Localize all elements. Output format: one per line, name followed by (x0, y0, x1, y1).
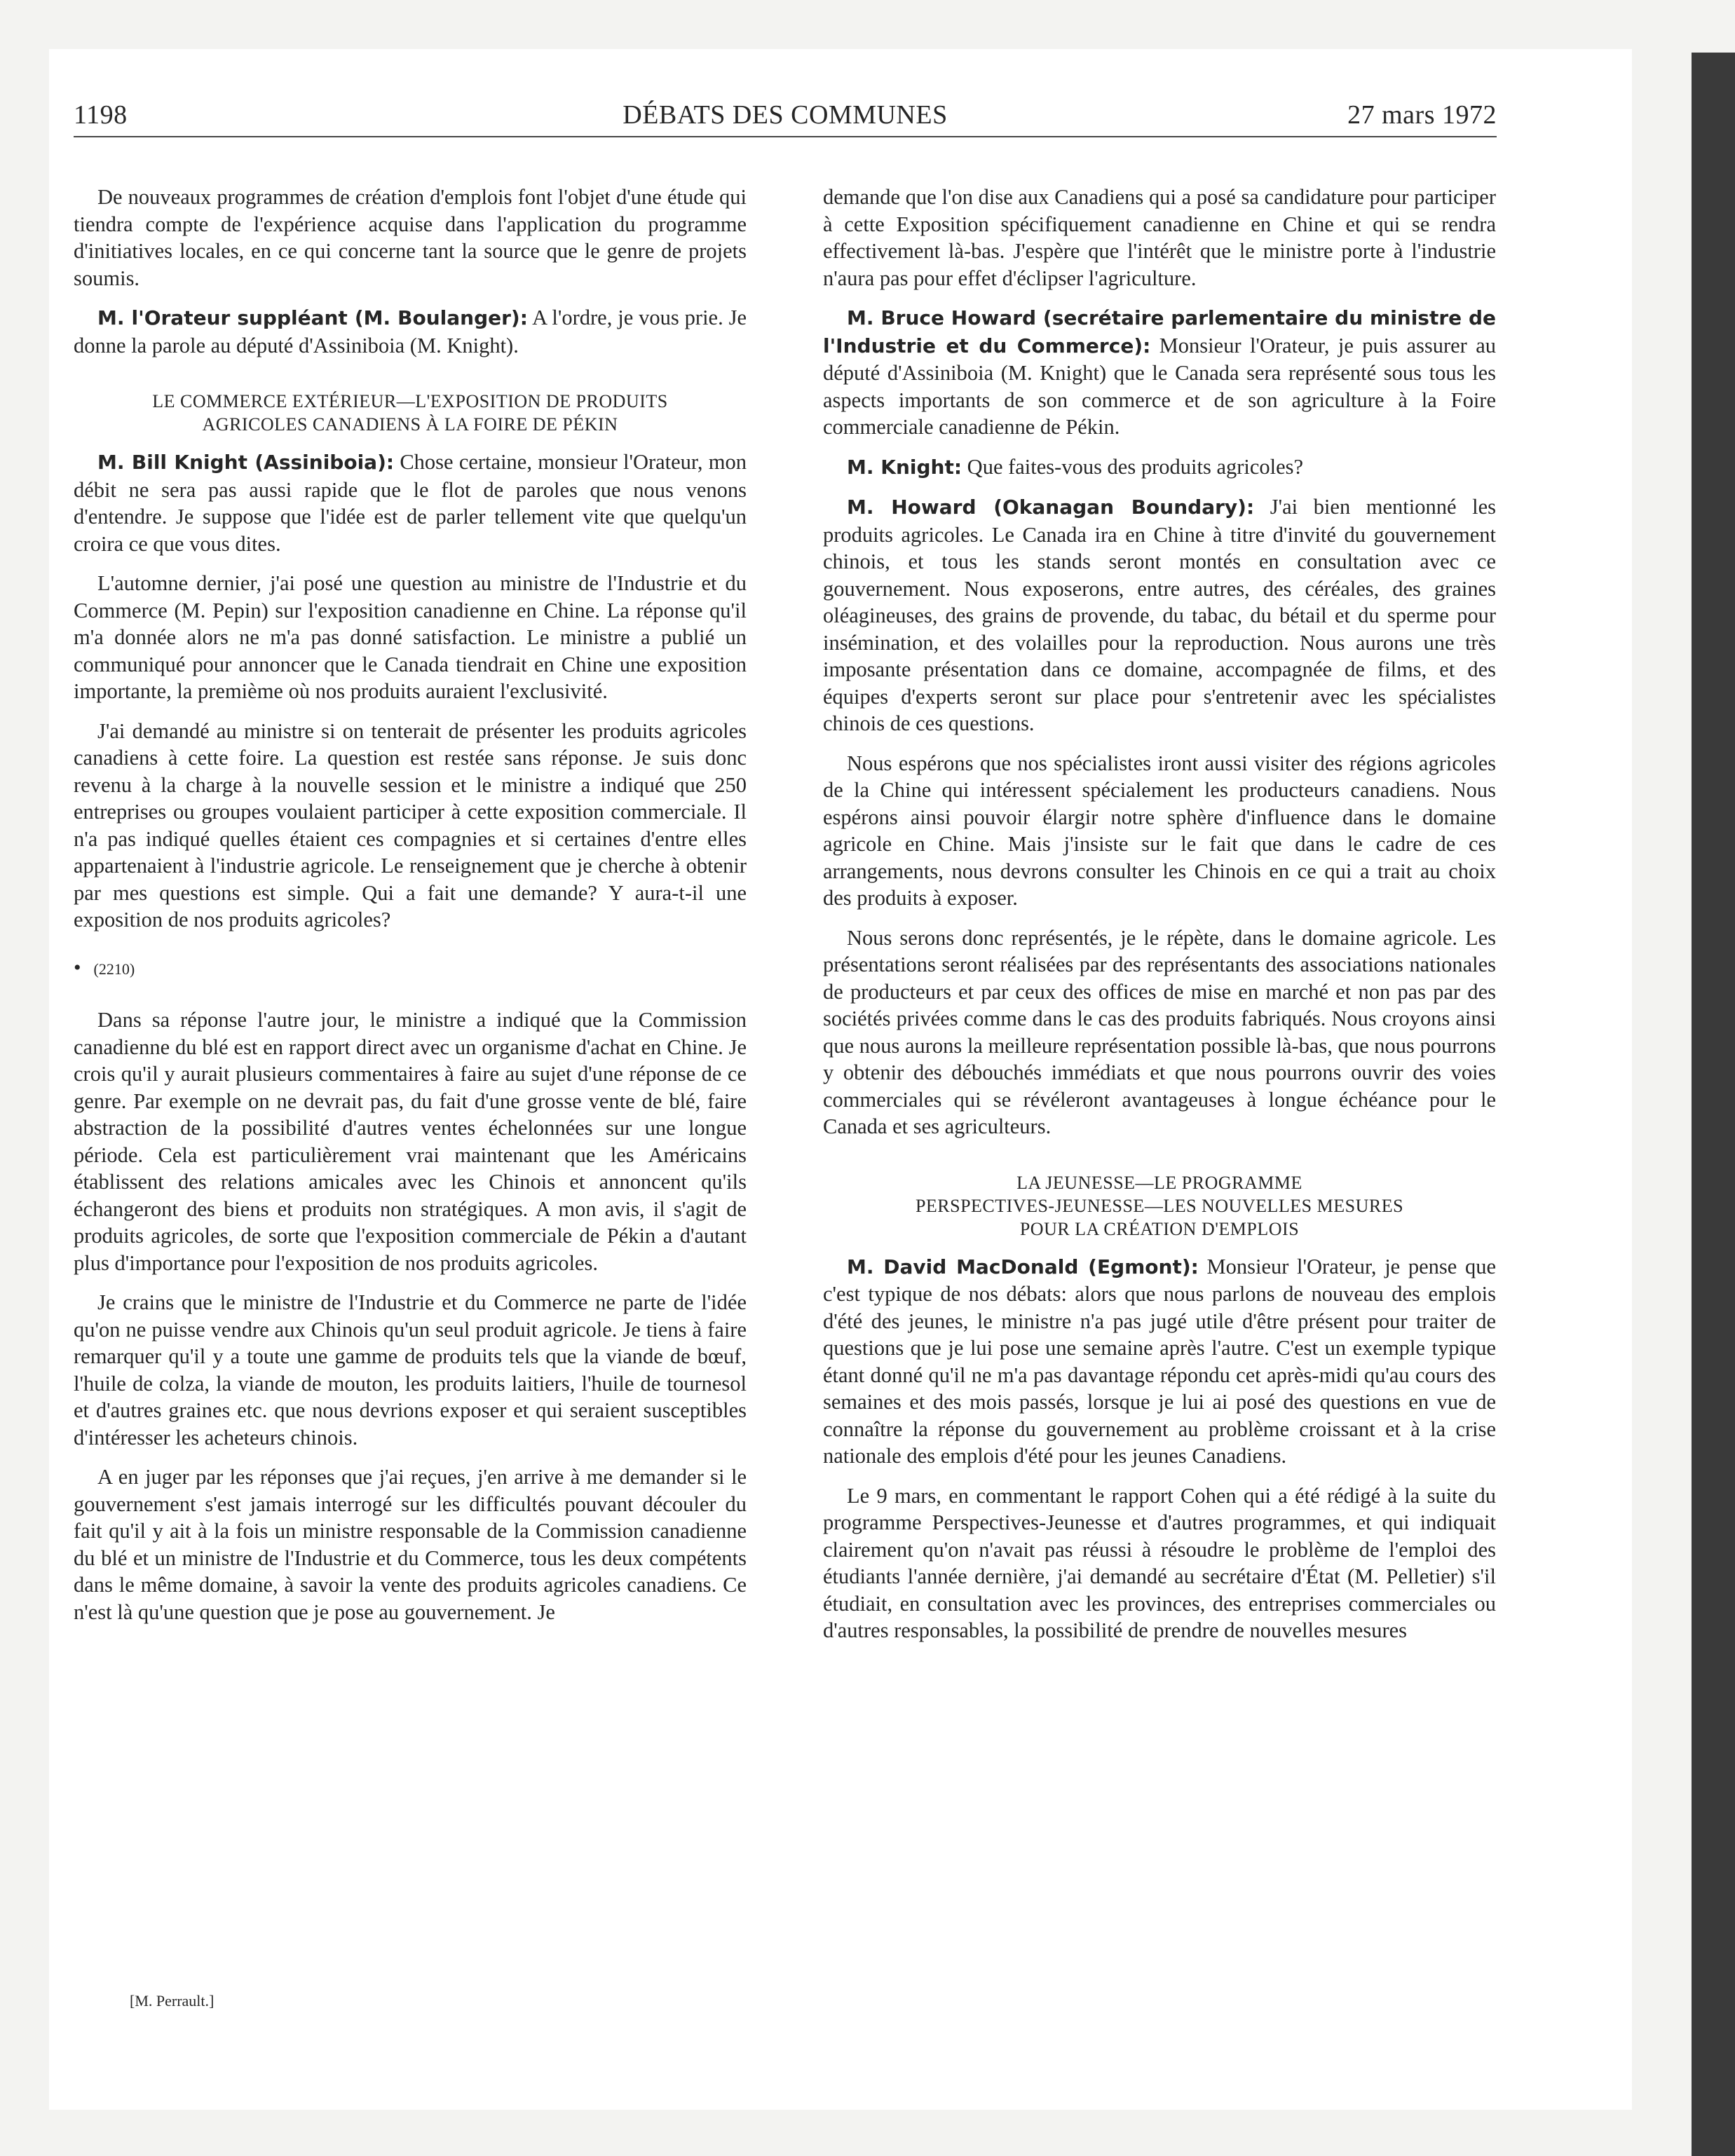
paragraph: De nouveaux programmes de création d'emplois font l'objet d'une étude qui tiendra compte de l'expérience acquise dans l'application du programme d'initiatives locales, en ce qui concerne tant la source que le genre de projets soumis. (74, 185, 747, 290)
paragraph: J'ai demandé au ministre si on tenterait de présenter les produits agricoles canadiens à cette foire. La question est restée sans réponse. Je suis donc revenu à la charge à la nouvelle session et le ministre a indiqué que 250 entreprises ou groupes voulaient participer à cette exposition commerciale. Il n'a pas indiqué quelles étaient ces compagnies et si certaines d'entre elles appartenaient à l'industrie agricole. Le renseignement que je cherche à obtenir par mes questions est simple. Qui a fait une demande? Y aura-t-il une exposition de nos produits agricoles? (74, 718, 747, 932)
footer-note: [M. Perrault.] (130, 1992, 215, 2010)
paragraph: Je crains que le ministre de l'Industrie et du Commerce ne parte de l'idée qu'on ne puisse vendre aux Chinois qu'un seul produit agricole. Je tiens à faire remarquer qu'il y a toute une gamme de produits tels que la viande de bœuf, l'huile de colza, la viande de mouton, les produits laitiers, l'huile de tournesol et d'autres graines etc. que nous devrions exposer et qui seraient susceptibles d'intéresser les acheteurs chinois. (74, 1290, 747, 1449)
paragraph: Nous serons donc représentés, je le répète, dans le domaine agricole. Les présentations seront réalisées par des représentants des associations nationales de producteurs et par ceux des offices de mise en marché et non pas par des sociétés privées comme dans le cas des produits fabriqués. Nous croyons ainsi que nous aurons la meilleure représentation possible là-bas, que nous pourrons y obtenir des débouchés immédiats et que nous pourrons ouvrir des voies commerciales qui se révéleront avantageuses à longue échéance pour le Canada et ses agriculteurs. (823, 925, 1496, 1138)
right-column (823, 184, 1496, 1657)
paragraph (74, 449, 747, 557)
page-header (74, 100, 1497, 137)
scan-border (1692, 53, 1735, 2156)
speaker-name: M. Knight: (847, 455, 962, 479)
paragraph (823, 493, 1496, 737)
paragraph: demande que l'on dise aux Canadiens qui a posé sa candidature pour participer à cette Exposition spécifiquement canadienne en Chine et qui se rendra effectivement là-bas. J'espère que l'intérêt que le ministre porte à l'industrie n'aura pas pour effet d'éclipser l'agriculture. (823, 185, 1496, 290)
heading-line: POUR LA CRÉATION D'EMPLOIS (1019, 1218, 1300, 1239)
paragraph (823, 304, 1496, 441)
paragraph: A en juger par les réponses que j'ai reçues, j'en arrive à me demander si le gouvernement s'est jamais interrogé sur les difficultés pouvant découler du fait qu'il y ait à la fois un ministre responsable de la Commission canadienne du blé et un ministre de l'Industrie et du Commerce, tous les deux compétents dans le même domaine, à savoir la vente des produits agricoles canadiens. Ce n'est là qu'une question que je pose au gouvernement. Je (74, 1465, 747, 1624)
page-date: 27 mars 1972 (1347, 100, 1497, 130)
paragraph: Le 9 mars, en commentant le rapport Cohen qui a été rédigé à la suite du programme Perspectives-Jeunesse et d'autres programmes, et qui indiquait clairement qu'on n'avait pas réussi à résoudre le problème de l'emploi des étudiants l'année dernière, j'ai demandé au secrétaire d'État (M. Pelletier) s'il étudiait, en consultation avec les provinces, des entreprises commerciales ou d'autres responsables, la possibilité de prendre de nouvelles mesures (823, 1483, 1496, 1642)
paragraph: Dans sa réponse l'autre jour, le ministre a indiqué que la Commission canadienne du blé est en rapport direct avec un organisme d'achat en Chine. Je crois qu'il y aurait plusieurs commentaires à faire au sujet d'une réponse de ce genre. Par exemple on ne devrait pas, du fait d'une grosse vente de blé, faire abstraction de la possibilité d'autres ventes échelonnées sur une longue période. Cela est particulièrement vrai maintenant que les Américains établissent des relations amicales avec les Chinois et annoncent qu'ils échangeront des biens et produits non stratégiques. A mon avis, il s'agit de produits agricoles, de sorte que l'exposition commerciale de Pékin a d'autant plus d'importance pour l'exposition de nos produits agricoles. (74, 1008, 747, 1275)
speech-text: Monsieur l'Orateur, je puis assurer au député d'Assiniboia (M. Knight) que le Canada sera représenté sous tous les aspects importants de son commerce et de son agriculture à la Foire commerciale canadienne de Pékin. (823, 333, 1496, 439)
speaker-name: M. l'Orateur suppléant (M. Boulanger): (97, 306, 528, 329)
speech-text: J'ai bien mentionné les produits agricoles. Le Canada ira en Chine à titre d'invité du gouvernement chinois, et tous les stands seront montés en consultation avec ce gouvernement. Nous exposerons, entre autres, des céréales, des graines oléagineuses, des grains de provende, du tabac, du bétail et du sperme pour insémination, et des volailles pour la reproduction. Nous aurons une très imposante présentation dans ce domaine, accompagnée de films, et des équipes d'experts seront sur place pour s'entretenir avec les spécialistes chinois de ces questions. (823, 495, 1497, 735)
speech-text: Chose certaine, monsieur l'Orateur, mon débit ne sera pas aussi rapide que le flot de paroles que nous venons d'entendre. Je suppose que l'idée est de parler tellement vite que quelqu'un croira ce que vous dites. (74, 450, 747, 556)
section-heading (74, 390, 747, 436)
paragraph (823, 453, 1496, 482)
paragraph: Nous espérons que nos spécialistes iront aussi visiter des régions agricoles de la Chine qui intéressent spécialement les producteurs canadiens. Nous espérons ainsi pouvoir élargir notre sphère d'influence dans le domaine agricole en Chine. Mais j'insiste sur le fait que dans le cadre de ces arrangements, nous devrons consulter les Chinois en ce qui a trait au choix des produits à exposer. (823, 751, 1496, 910)
speaker-name: M. Bruce Howard (secrétaire parlementaire du ministre de l'Industrie et du Commerce): (823, 306, 1496, 357)
speech-text: Que faites-vous des produits agricoles? (962, 454, 1304, 479)
heading-line: LE COMMERCE EXTÉRIEUR—L'EXPOSITION DE PRODUITS (152, 391, 668, 411)
heading-line: PERSPECTIVES-JEUNESSE—LES NOUVELLES MESURES (915, 1195, 1404, 1216)
heading-line: AGRICOLES CANADIENS À LA FOIRE DE PÉKIN (202, 414, 618, 435)
bullet-icon: • (74, 955, 81, 979)
speech-text: Monsieur l'Orateur, je pense que c'est typique de nos débats: alors que nous parlons de nouveau des emplois d'été des jeunes, le ministre n'a pas jugé utile d'être présent pour traiter de questions que je lui pose une semaine après l'autre. C'est un exemple typique étant donné qu'il ne m'a pas davantage répondu cet après-midi qu'au cours des semaines et des mois passés, lorsque je lui ai posé des questions en vue de connaître la réponse du gouvernement au problème croissant et à la crise nationale des emplois d'été pour les jeunes Canadiens. (823, 1254, 1496, 1468)
publication-title: DÉBATS DES COMMUNES (622, 100, 948, 130)
time-marker (74, 955, 747, 983)
left-column (74, 184, 747, 1638)
paragraph (823, 1253, 1496, 1470)
page-number: 1198 (74, 100, 128, 130)
section-heading (823, 1171, 1496, 1241)
speaker-name: M. Howard (Okanagan Boundary): (847, 496, 1255, 519)
speech-text: A l'ordre, je vous prie. Je donne la parole au député d'Assiniboia (M. Knight). (74, 306, 747, 357)
paragraph (74, 304, 747, 359)
speaker-name: M. Bill Knight (Assiniboia): (97, 451, 395, 474)
time-marker-text: (2210) (93, 960, 135, 978)
heading-line: LA JEUNESSE—LE PROGRAMME (1016, 1172, 1302, 1193)
paragraph: L'automne dernier, j'ai posé une question au ministre de l'Industrie et du Commerce (M. Pepin) sur l'exposition canadienne en Chine. La réponse qu'il m'a donnée alors ne m'a pas donné satisfaction. Le ministre a publié un communiqué pour annoncer que le Canada tiendrait en Chine une exposition importante, la premième où nos produits auraient l'exclusivité. (74, 571, 747, 703)
speaker-name: M. David MacDonald (Egmont): (847, 1255, 1199, 1278)
